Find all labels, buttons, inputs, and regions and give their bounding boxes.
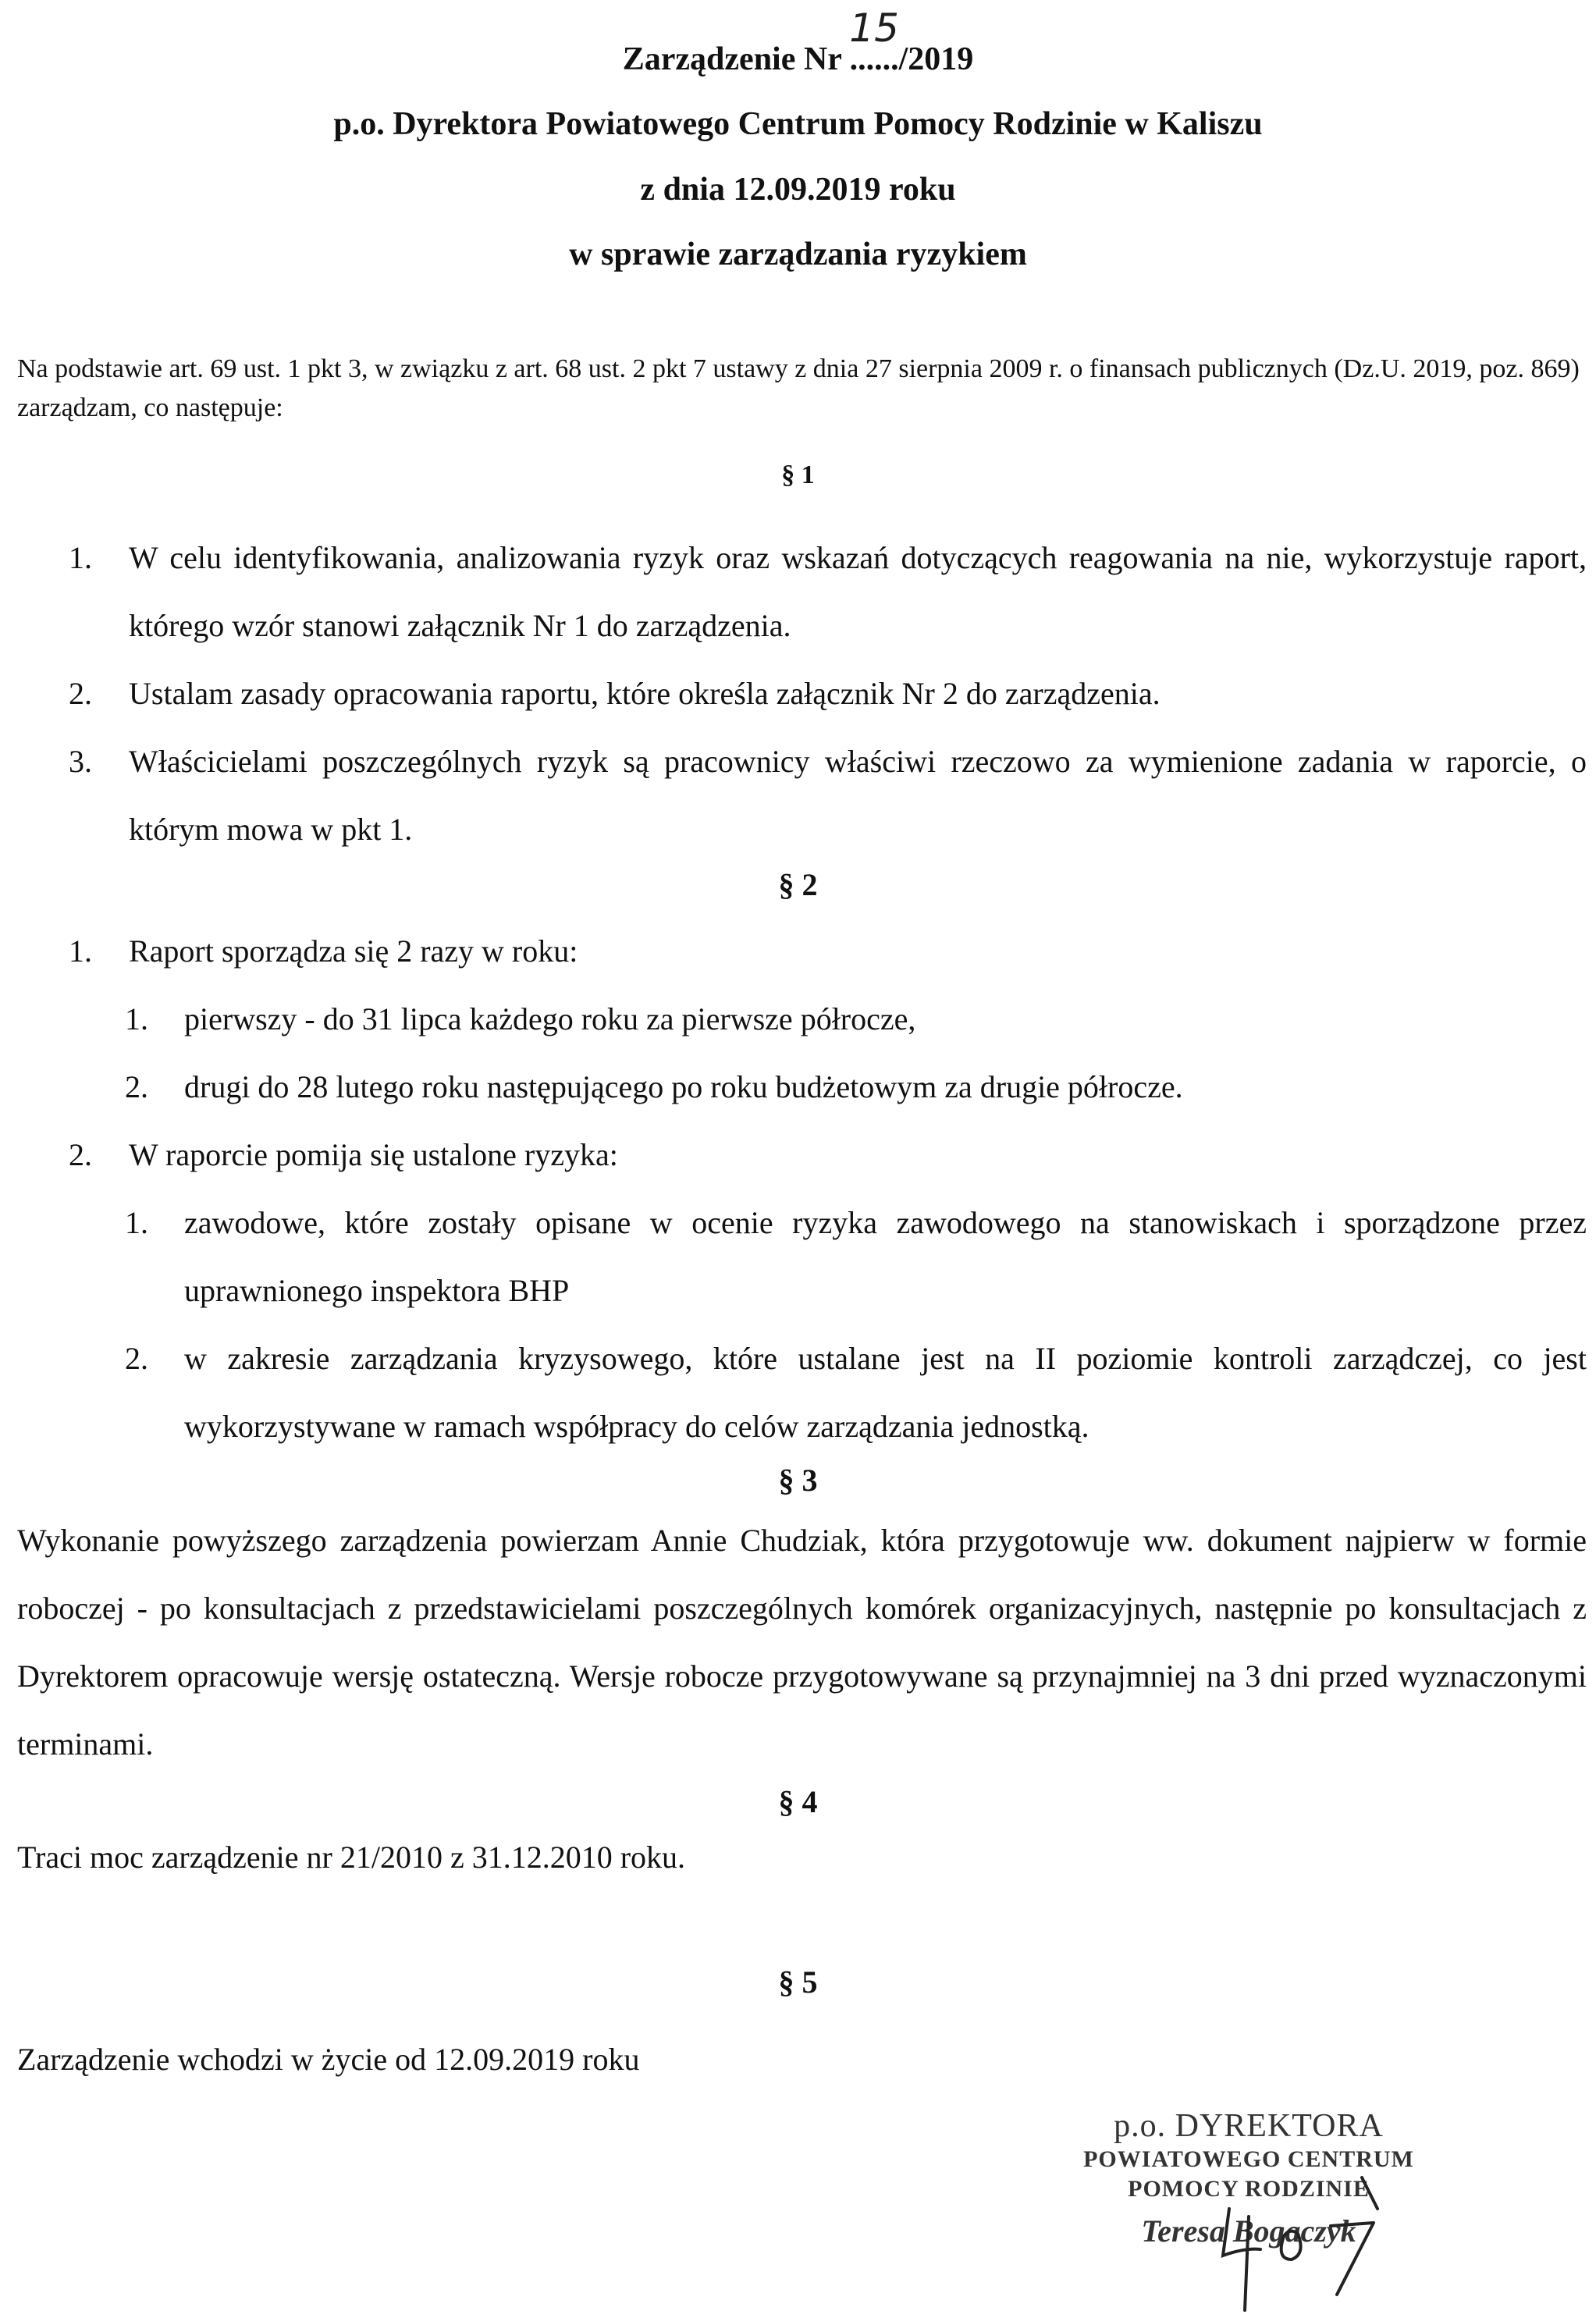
item-number: 1. — [69, 540, 92, 575]
sub-list-item — [0, 985, 1587, 1053]
section-1-list — [0, 524, 1587, 863]
stamp-line-institution-2: POMOCY RODZINIE — [1128, 2176, 1370, 2202]
sub-item-number: 2. — [125, 1069, 148, 1104]
item-number: 2. — [69, 676, 92, 711]
section-heading-2: § 2 — [778, 867, 818, 902]
sub-list-item — [0, 1053, 1587, 1121]
item-number: 3. — [69, 744, 92, 779]
handwritten-signature-icon — [1214, 2162, 1385, 2318]
list-item — [0, 524, 1587, 659]
item-number: 1. — [69, 933, 92, 969]
title-suffix: /2019 — [898, 41, 974, 77]
subject-line: w sprawie zarządzania ryzykiem — [569, 236, 1027, 272]
title-prefix: Zarządzenie Nr — [622, 41, 850, 77]
date-line: z dnia 12.09.2019 roku — [640, 172, 956, 208]
item-number: 2. — [69, 1137, 92, 1172]
number-dots: ...... — [849, 41, 899, 77]
section-heading-5: § 5 — [778, 1964, 818, 2000]
section-4-text: Traci moc zarządzenie nr 21/2010 z 31.12.2010 roku. — [17, 1840, 686, 1875]
sub-item-number: 2. — [125, 1341, 148, 1376]
list-item — [0, 727, 1587, 863]
sub-item-number: 1. — [125, 1001, 148, 1036]
section-heading-1: § 1 — [781, 460, 815, 489]
section-2-list — [0, 917, 1587, 1460]
sub-item-number: 1. — [125, 1205, 148, 1240]
ordinance-title — [0, 5, 1596, 80]
stamp-line-institution: POWIATOWEGO CENTRUM — [1083, 2146, 1414, 2172]
item-text: Właścicielami poszczególnych ryzyk są pracownicy właściwi rzeczowo za wymienione zadania w raporcie, o którym mowa w pkt 1. — [129, 744, 1587, 847]
section-heading-4: § 4 — [778, 1784, 818, 1819]
section-heading-3: § 3 — [778, 1463, 818, 1498]
handwritten-number: 15 — [849, 5, 899, 51]
stamp-line-title: p.o. DYREKTORA — [1114, 2108, 1384, 2144]
sub-item-text: drugi do 28 lutego roku następującego po roku budżetowym za drugie półrocze. — [184, 1069, 1183, 1104]
item-text: Ustalam zasady opracowania raportu, które określa załącznik Nr 2 do zarządzenia. — [129, 676, 1161, 711]
section-5-text: Zarządzenie wchodzi w życie od 12.09.2019 roku — [17, 2042, 640, 2077]
item-text: W celu identyfikowania, analizowania ryzyk oraz wskazań dotyczących reagowania na nie, wykorzystuje raport, którego wzór stanowi załącznik Nr 1 do zarządzenia. — [129, 540, 1587, 643]
sub-list-item — [0, 1324, 1587, 1460]
item-text: Raport sporządza się 2 razy w roku: — [129, 933, 578, 969]
ordinance-number — [849, 5, 899, 80]
list-item — [0, 659, 1587, 727]
sub-item-text: pierwszy - do 31 lipca każdego roku za pierwsze półrocze, — [184, 1001, 916, 1036]
issuer-line: p.o. Dyrektora Powiatowego Centrum Pomocy Rodzinie w Kaliszu — [333, 106, 1263, 142]
list-item — [0, 917, 1587, 985]
section-3-text: Wykonanie powyższego zarządzenia powierzam Annie Chudziak, która przygotowuje ww. dokument najpierw w formie roboczej - po konsultacjach z przedstawicielami poszczególnych komórek organizacyjnych, następnie po konsultacjach z Dyrektorem opracowuje wersję ostateczną. Wersje robocze przygotowywane są przynajmniej na 3 dni przed wyznaczonymi terminami. — [17, 1523, 1587, 1762]
sub-item-text: w zakresie zarządzania kryzysowego, które ustalane jest na II poziomie kontroli zarządczej, co jest wykorzystywane w ramach współpracy do celów zarządzania jednostką. — [184, 1341, 1587, 1444]
sub-list-item — [0, 1189, 1587, 1324]
list-item — [0, 1121, 1587, 1189]
stamp-line-name: Teresa Bogaczyk — [1141, 2213, 1356, 2249]
item-text: W raporcie pomija się ustalone ryzyka: — [129, 1137, 618, 1172]
legal-basis-preamble: Na podstawie art. 69 ust. 1 pkt 3, w związku z art. 68 ust. 2 pkt 7 ustawy z dnia 27 sierpnia 2009 r. o finansach publicznych (Dz.U. 2019, poz. 869) zarządzam, co następuje: — [17, 354, 1580, 422]
sub-item-text: zawodowe, które zostały opisane w ocenie ryzyka zawodowego na stanowiskach i sporządzone przez uprawnionego inspektora BHP — [184, 1205, 1587, 1308]
